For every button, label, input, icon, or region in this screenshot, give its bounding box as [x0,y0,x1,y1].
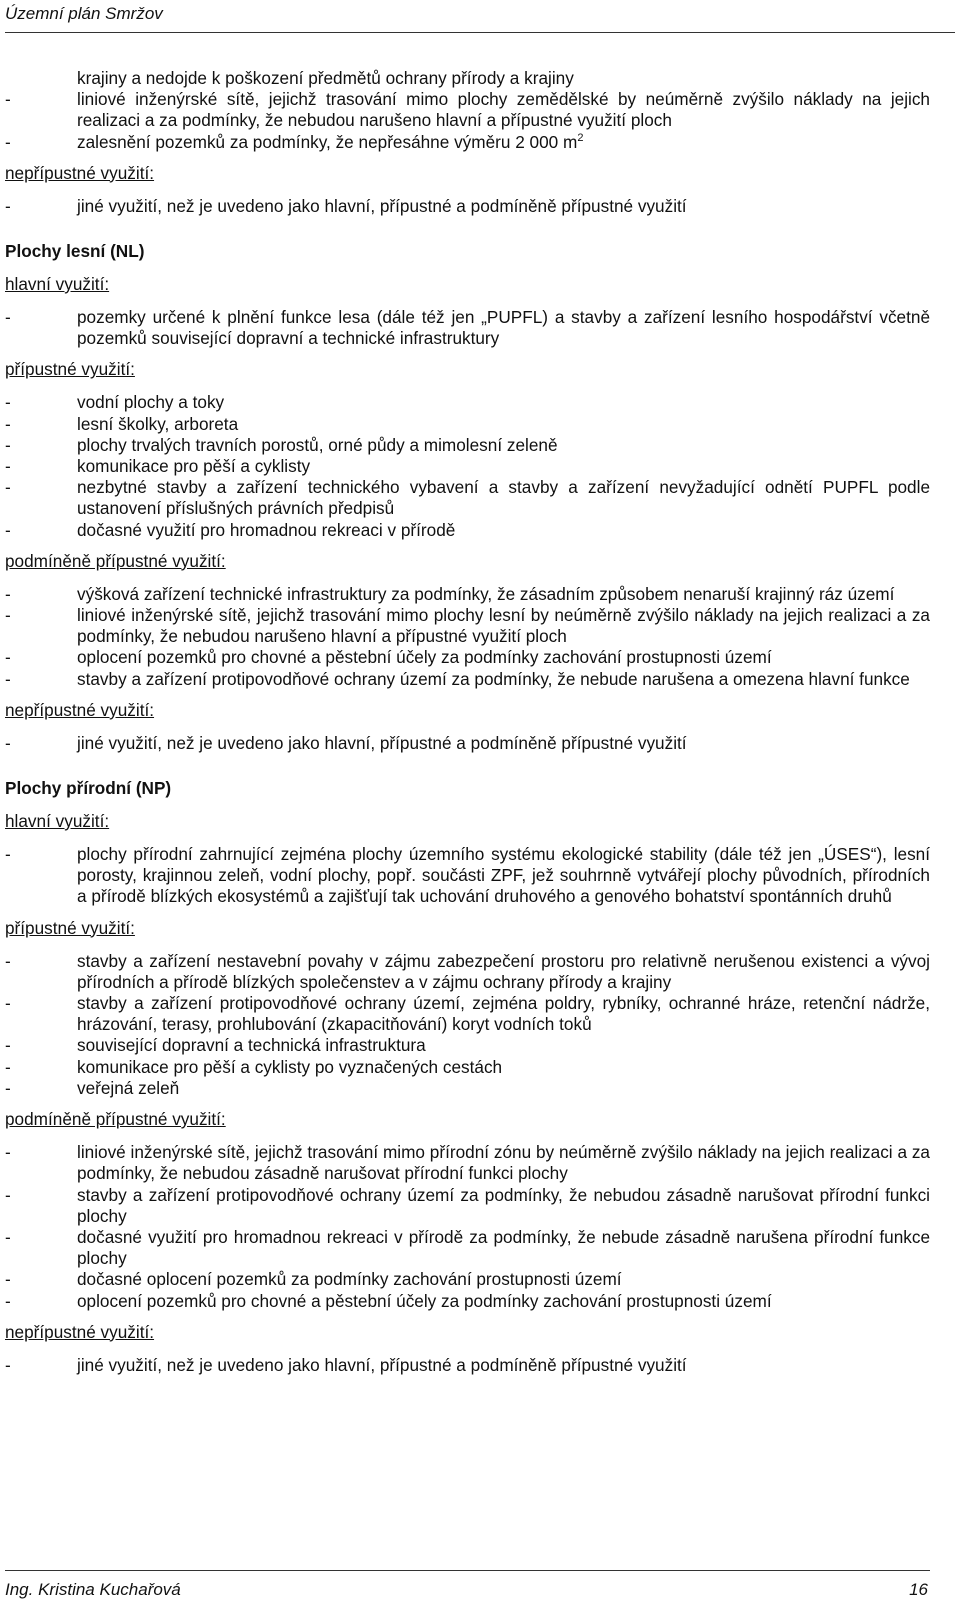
list-item-text-main: zalesnění pozemků za podmínky, že nepřesáhne výměru 2 000 m [77,131,578,152]
label-podminene-pripustne: podmíněně přípustné využití: [5,1109,226,1130]
list-dash: - [5,307,11,328]
list-item [5,196,930,217]
list-item-text: plochy přírodní zahrnující zejména plochy územního systému ekologické stability (dále též jen „ÚSES“), lesní porosty, krajinnou zeleň, vodní plochy, popř. součásti ZPF, jež souhrnně vytvářejí plochy původních, přírodních a přírodě blízkých ekosystémů a zajišťují tak uchování druhového a genového bohatství spontánních druhů [77,844,930,907]
list-item-text: lesní školky, arboreta [77,413,239,434]
list-item-text: výšková zařízení technické infrastruktury za podmínky, že zásadním způsobem nenaruší krajinný ráz území [77,583,895,604]
list-dash: - [5,1184,11,1205]
list-item [5,993,930,1035]
label-pripustne-vyuziti: přípustné využití: [5,917,135,938]
list-item-text [77,132,930,153]
label-pripustne-vyuziti: přípustné využití: [5,359,135,380]
list-dash: - [5,950,11,971]
list-item-text: jiné využití, než je uvedeno jako hlavní, přípustné a podmíněně přípustné využití [77,732,687,753]
label-nepripustne-vyuziti: nepřípustné využití: [5,699,155,720]
list-item-text: dočasné oplocení pozemků za podmínky zachování prostupnosti území [77,1269,622,1290]
list-item-text: liniové inženýrské sítě, jejichž trasování mimo plochy zemědělské by neúměrně zvýšilo náklady na jejich realizaci a za podmínky, že nebudou narušeno hlavní a přípustné využití ploch [77,89,930,131]
list-pripustne [5,951,930,1099]
list-item-text: komunikace pro pěší a cyklisty po vyznačených cestách [77,1056,503,1077]
superscript: 2 [577,131,584,144]
header-rule [5,32,955,33]
page-footer [5,1570,930,1610]
list-item [5,1355,930,1376]
list-item-text: dočasné využití pro hromadnou rekreaci v přírodě za podmínky, že nebude zásadně narušena přírodní funkce plochy [77,1226,930,1269]
list-item-text: liniové inženýrské sítě, jejichž trasování mimo přírodní zónu by neúměrně zvýšilo náklady na jejich realizaci a za podmínky, že nebudou zásadně narušovat přírodní funkci plochy [77,1142,930,1184]
list-item [5,1185,930,1227]
list-item [5,733,930,754]
list-item [5,392,930,413]
list-item-text: krajiny a nedojde k poškození předmětů ochrany přírody a krajiny [77,68,574,88]
list-podminene [5,584,930,690]
label-nepripustne-vyuziti: nepřípustné využití: [5,1321,155,1342]
list-dash: - [5,392,11,413]
list-item [5,89,930,131]
list-item [5,1057,930,1078]
list-item [5,414,930,435]
list-dash: - [5,89,11,110]
list-item-text: dočasné využití pro hromadnou rekreaci v přírodě [77,519,456,540]
footer-rule [5,1570,930,1571]
list-item [5,844,930,908]
list-item-text: vodní plochy a toky [77,392,225,413]
list-item-text: nezbytné stavby a zařízení technického vybavení a stavby a zařízení nevyžadující odnětí PUPFL podle ustanovení příslušných právních předpisů [77,477,930,519]
section-heading-nl: Plochy lesní (NL) [5,241,145,262]
list-item-text: související dopravní a technická infrastruktura [77,1035,426,1056]
list-item-text: jiné využití, než je uvedeno jako hlavní, přípustné a podmíněně přípustné využití [77,195,687,216]
list-dash: - [5,1056,11,1077]
list-dash: - [5,605,11,626]
label-hlavni-vyuziti: hlavní využití: [5,811,110,832]
list-item [5,647,930,668]
list-item [5,1142,930,1184]
list-item [5,520,930,541]
list-item-text: liniové inženýrské sítě, jejichž trasování mimo plochy lesní by neúměrně zvýšilo náklady na jejich realizaci a za podmínky, že nebudou narušeno hlavní a přípustné využití ploch [77,605,930,647]
list-item [5,605,930,647]
list-item-text: komunikace pro pěší a cyklisty [77,456,311,477]
section-heading-np: Plochy přírodní (NP) [5,778,172,799]
list-item [5,132,930,153]
list-dash: - [5,1269,11,1290]
list-dash: - [5,1035,11,1056]
page-number: 16 [909,1580,928,1599]
list-item-text: plochy trvalých travních porostů, orné půdy a mimolesní zeleně [77,434,558,455]
list-dash: - [5,413,11,434]
list-item [5,1269,930,1290]
list-item-text: stavby a zařízení protipovodňové ochrany území za podmínky, že nebude narušena a omezena hlavní funkce [77,668,910,689]
list-item [5,1035,930,1056]
list-item [5,1227,930,1269]
list-dash: - [5,732,11,753]
list-dash: - [5,434,11,455]
list-item [5,1078,930,1099]
list-item [5,584,930,605]
list-item-text: oplocení pozemků pro chovné a pěstební účely za podmínky zachování prostupnosti území [77,647,772,668]
document-title: Územní plán Smržov [5,4,163,23]
list-podminene [5,1142,930,1312]
section-label-nepripustne: nepřípustné využití: [5,162,155,183]
list-dash: - [5,647,11,668]
list-dash: - [5,131,11,152]
list-dash: - [5,1290,11,1311]
list-item [5,456,930,477]
list-item [5,951,930,993]
footer-author: Ing. Kristina Kuchařová [5,1580,181,1599]
list-item [5,307,930,349]
list-item-text: stavby a zařízení nestavební povahy v zájmu zabezpečení prostoru pro relativně nerušenou existenci a vývoj přírodních a přírodě blízkých společenstev a v zájmu ochrany přírody a krajiny [77,950,930,992]
list-dash: - [5,477,11,498]
list-item [5,1291,930,1312]
list-item-text: oplocení pozemků pro chovné a pěstební účely za podmínky zachování prostupnosti území [77,1290,772,1311]
list-dash: - [5,844,11,865]
list-dash: - [5,456,11,477]
list-dash: - [5,583,11,604]
list-item [5,435,930,456]
list-item-text: stavby a zařízení protipovodňové ochrany území za podmínky, že nebudou zásadně narušovat přírodní funkci plochy [77,1184,930,1226]
document-body [5,68,930,1376]
list-dash: - [5,668,11,689]
list-dash: - [5,1142,11,1163]
list-item-text: pozemky určené k plnění funkce lesa (dále též jen „PUPFL) a stavby a zařízení lesního hospodářství včetně pozemků související dopravní a technické infrastruktury [77,307,930,349]
list-item-text: veřejná zeleň [77,1077,180,1098]
list-item-text: jiné využití, než je uvedeno jako hlavní, přípustné a podmíněně přípustné využití [77,1354,687,1375]
list-item [5,669,930,690]
label-podminene-pripustne: podmíněně přípustné využití: [5,550,226,571]
list-dash: - [5,519,11,540]
list-item-text: stavby a zařízení protipovodňové ochrany území, zejména poldry, rybníky, ochranné hráze, retenční nádrže, hrázování, terasy, prohlubování (zkapacitňování) koryt vodních toků [77,993,930,1035]
list-item [5,477,930,519]
label-hlavni-vyuziti: hlavní využití: [5,274,110,295]
list-dash: - [5,195,11,216]
list-dash: - [5,993,11,1014]
list-pripustne [5,392,930,540]
list-dash: - [5,1354,11,1375]
list-item [5,68,930,89]
list-dash: - [5,1077,11,1098]
list-dash: - [5,1226,11,1247]
page-header [5,0,955,38]
